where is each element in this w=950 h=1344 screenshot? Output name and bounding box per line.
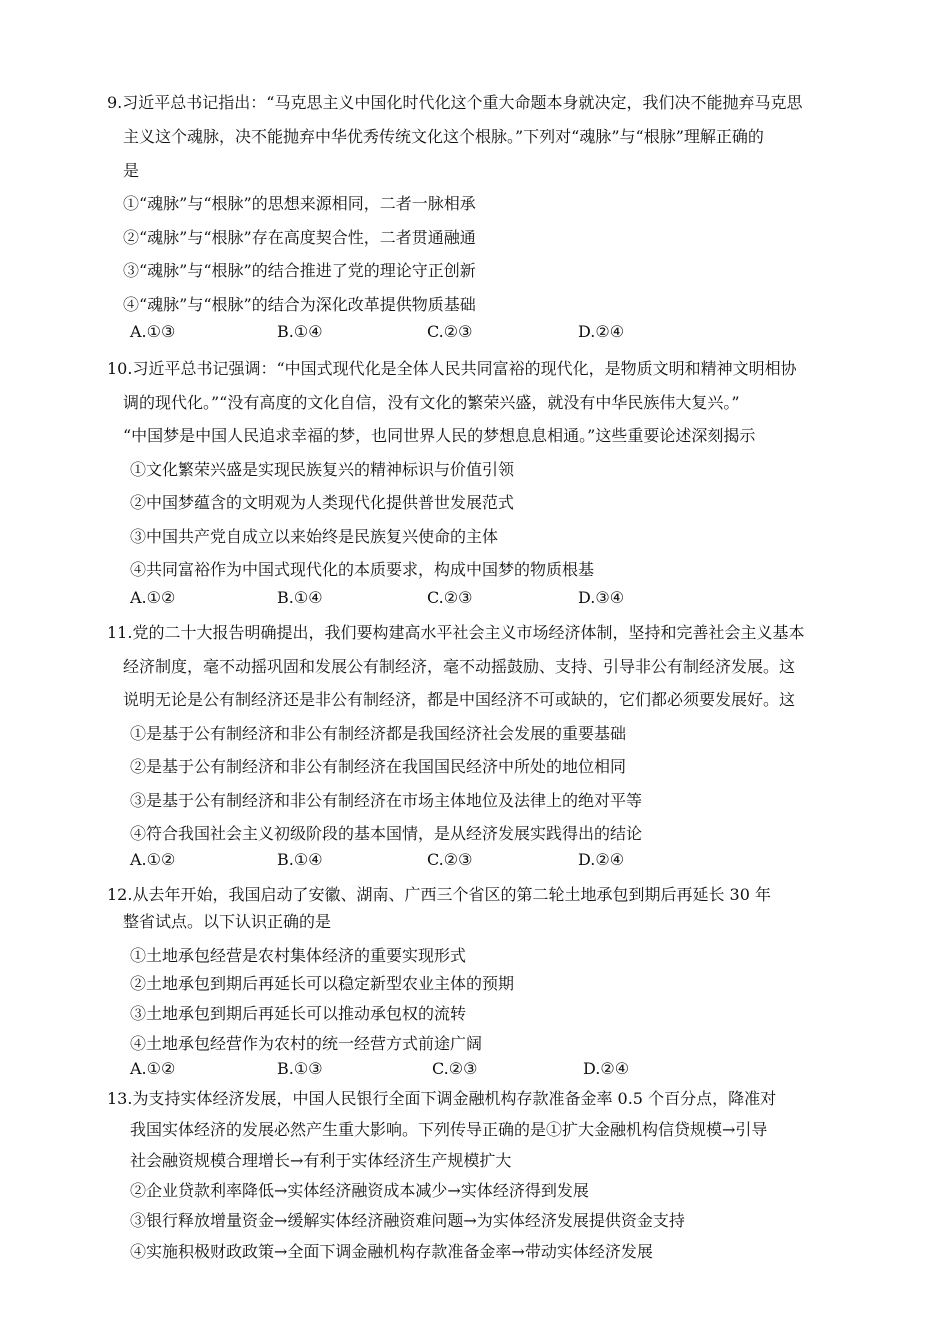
option-d[interactable]: D.②④ <box>578 322 625 341</box>
statement-item: ③银行释放增量资金→缓解实体经济融资难问题→为实体经济发展提供资金支持 <box>130 1211 685 1230</box>
statement-item: ③中国共产党自成立以来始终是民族复兴使命的主体 <box>130 527 499 546</box>
question-stem-line: 整省试点。以下认识正确的是 <box>123 912 332 931</box>
option-c[interactable]: C.②③ <box>427 850 473 869</box>
statement-item: ②企业贷款利率降低→实体经济融资成本减少→实体经济得到发展 <box>130 1181 589 1200</box>
question-stem-line: 10.习近平总书记强调：“中国式现代化是全体人民共同富裕的现代化，是物质文明和精神文明相协 <box>107 359 797 378</box>
option-d[interactable]: D.②④ <box>583 1059 630 1078</box>
question-stem-line: 主义这个魂脉，决不能抛弃中华优秀传统文化这个根脉。”下列对“魂脉”与“根脉”理解正确的 <box>123 127 764 146</box>
statement-item: ②中国梦蕴含的文明观为人类现代化提供普世发展范式 <box>130 493 515 512</box>
option-c[interactable]: C.②③ <box>432 1059 478 1078</box>
answer-options <box>0 849 950 871</box>
question-stem-line: 11.党的二十大报告明确提出，我们要构建高水平社会主义市场经济体制，坚持和完善社会主义基本 <box>107 623 805 642</box>
statement-item: ④土地承包经营作为农村的统一经营方式前途广阔 <box>130 1034 483 1053</box>
question-stem-line: 社会融资规模合理增长→有利于实体经济生产规模扩大 <box>130 1151 512 1170</box>
option-a[interactable]: A.①② <box>130 1059 176 1078</box>
answer-options <box>0 1058 950 1080</box>
option-a[interactable]: A.①③ <box>130 322 176 341</box>
statement-item: ③是基于公有制经济和非公有制经济在市场主体地位及法律上的绝对平等 <box>130 791 643 810</box>
question-stem-line: 调的现代化。”“没有高度的文化自信，没有文化的繁荣兴盛，就没有中华民族伟大复兴。” <box>123 393 740 412</box>
statement-item: ②土地承包到期后再延长可以稳定新型农业主体的预期 <box>130 974 515 993</box>
question-stem-line: 说明无论是公有制经济还是非公有制经济，都是中国经济不可或缺的，它们都必须要发展好。这 <box>123 690 796 709</box>
option-a[interactable]: A.①② <box>130 850 176 869</box>
question-stem-line: 我国实体经济的发展必然产生重大影响。下列传导正确的是①扩大金融机构信贷规模→引导 <box>130 1120 768 1139</box>
question-stem-line: 9.习近平总书记指出：“马克思主义中国化时代化这个重大命题本身就决定，我们决不能抛弃马克思 <box>107 93 803 112</box>
statement-item: ③“魂脉”与“根脉”的结合推进了党的理论守正创新 <box>123 261 476 280</box>
statement-item: ③土地承包到期后再延长可以推动承包权的流转 <box>130 1004 467 1023</box>
option-d[interactable]: D.③④ <box>578 588 625 607</box>
option-b[interactable]: B.①③ <box>277 1059 323 1078</box>
statement-item: ④“魂脉”与“根脉”的结合为深化改革提供物质基础 <box>123 295 476 314</box>
statement-item: ①“魂脉”与“根脉”的思想来源相同，二者一脉相承 <box>123 194 476 213</box>
question-stem-line: 13.为支持实体经济发展，中国人民银行全面下调金融机构存款准备金率 0.5 个百分点，降准对 <box>107 1089 777 1108</box>
option-b[interactable]: B.①④ <box>277 850 323 869</box>
question-stem-line: “中国梦是中国人民追求幸福的梦，也同世界人民的梦想息息相通。”这些重要论述深刻揭示 <box>123 426 756 445</box>
answer-options <box>0 321 950 343</box>
statement-item: ④共同富裕作为中国式现代化的本质要求，构成中国梦的物质根基 <box>130 560 595 579</box>
option-d[interactable]: D.②④ <box>578 850 625 869</box>
question-stem-line: 经济制度，毫不动摇巩固和发展公有制经济，毫不动摇鼓励、支持、引导非公有制经济发展。这 <box>123 657 796 676</box>
statement-item: ①是基于公有制经济和非公有制经济都是我国经济社会发展的重要基础 <box>130 724 627 743</box>
option-b[interactable]: B.①④ <box>277 322 323 341</box>
statement-item: ②“魂脉”与“根脉”存在高度契合性，二者贯通融通 <box>123 228 476 247</box>
question-stem-line: 12.从去年开始，我国启动了安徽、湖南、广西三个省区的第二轮土地承包到期后再延长 30 年 <box>107 885 771 904</box>
statement-item: ①土地承包经营是农村集体经济的重要实现形式 <box>130 946 467 965</box>
option-b[interactable]: B.①④ <box>277 588 323 607</box>
question-stem-line: 是 <box>123 161 140 180</box>
statement-item: ④实施积极财政政策→全面下调金融机构存款准备金率→带动实体经济发展 <box>130 1242 653 1261</box>
statement-item: ②是基于公有制经济和非公有制经济在我国国民经济中所处的地位相同 <box>130 757 627 776</box>
answer-options <box>0 587 950 609</box>
option-a[interactable]: A.①② <box>130 588 176 607</box>
statement-item: ④符合我国社会主义初级阶段的基本国情，是从经济发展实践得出的结论 <box>130 824 643 843</box>
statement-item: ①文化繁荣兴盛是实现民族复兴的精神标识与价值引领 <box>130 460 515 479</box>
option-c[interactable]: C.②③ <box>427 322 473 341</box>
option-c[interactable]: C.②③ <box>427 588 473 607</box>
